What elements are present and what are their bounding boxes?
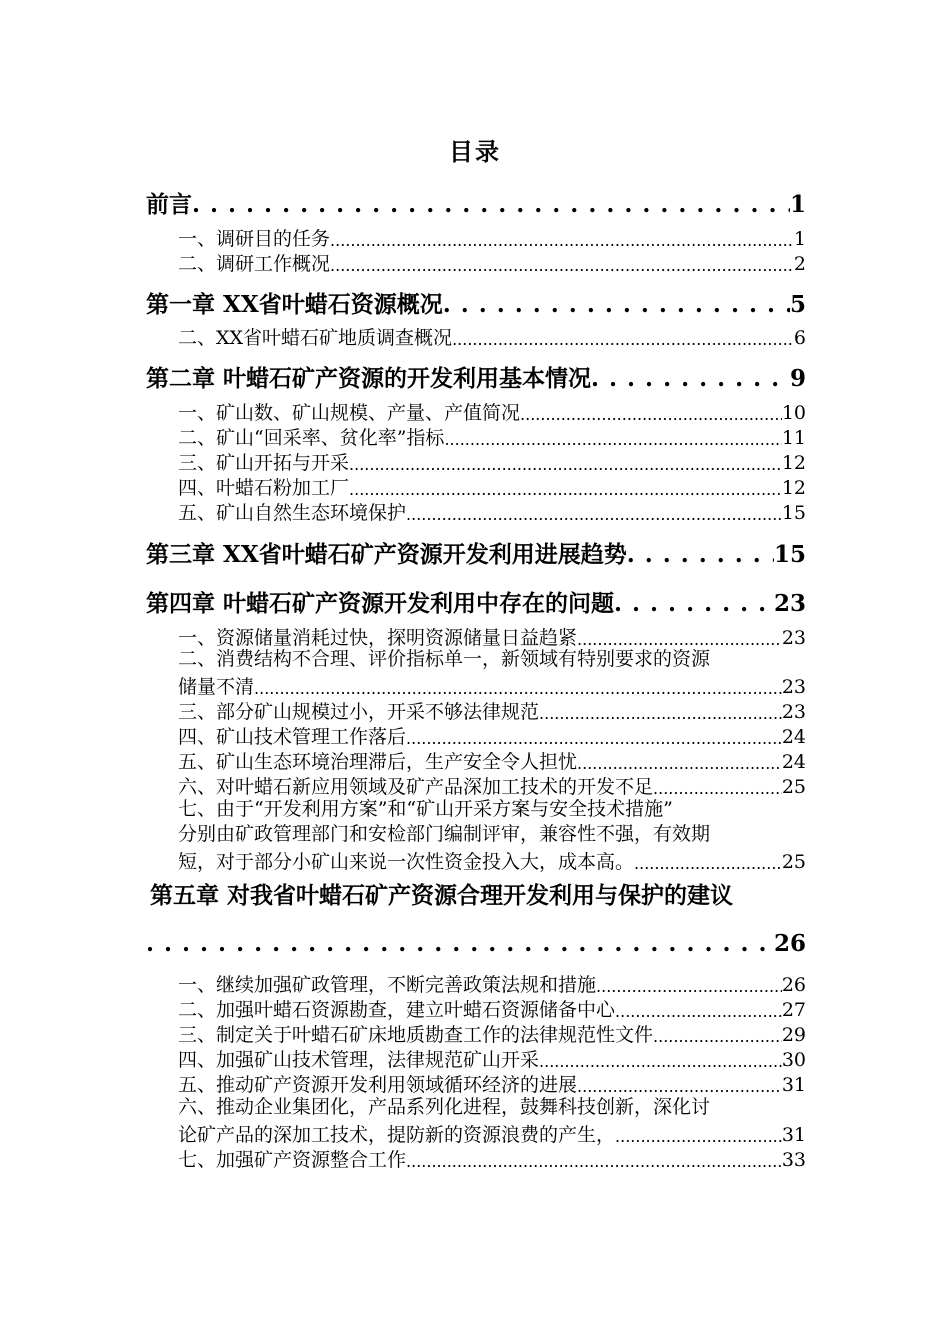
entry-text: 五、矿山生态环境治理滞后，生产安全令人担忧: [178, 751, 578, 773]
leader-dots: [146, 932, 774, 955]
toc-section-line[interactable]: 六、推动企业集团化，产品系列化进程，鼓舞科技创新，深化讨: [178, 1096, 711, 1118]
entry-text: 第一章 XX省叶蜡石资源概况: [146, 291, 443, 318]
toc-section[interactable]: [178, 773, 806, 797]
entry-text: 短，对于部分小矿山来说一次性资金投入大，成本高。: [178, 851, 635, 873]
page-number: 24: [781, 726, 806, 748]
leader-dots: [520, 407, 782, 423]
toc-chapter-preface[interactable]: [146, 186, 806, 216]
entry-text: 五、推动矿产资源开发利用领域循环经济的进展: [178, 1074, 578, 1096]
page-number: 31: [781, 1074, 806, 1096]
toc-title: 目录: [449, 137, 501, 166]
page-number: 25: [781, 851, 806, 873]
toc-section[interactable]: [178, 1046, 806, 1070]
toc-section[interactable]: [178, 324, 806, 348]
entry-text: 第三章 XX省叶蜡石矿产资源开发利用进展趋势: [146, 541, 627, 568]
leader-dots: [627, 543, 774, 566]
toc-section[interactable]: [178, 848, 806, 872]
page-number: 1: [789, 191, 806, 218]
page-number: 29: [781, 1024, 806, 1046]
leader-dots: [577, 756, 782, 772]
leader-dots: [254, 681, 782, 697]
entry-text: 二、矿山“回采率、贫化率”指标: [178, 427, 445, 449]
toc-section-line[interactable]: 二、消费结构不合理、评价指标单一，新领域有特别要求的资源: [178, 648, 711, 670]
toc-section-line[interactable]: 分别由矿政管理部门和安检部门编制评审，兼容性不强，有效期: [178, 823, 711, 845]
toc-chapter-5-title[interactable]: 第五章 对我省叶蜡石矿产资源合理开发利用与保护的建议: [150, 882, 734, 909]
toc-section[interactable]: [178, 1071, 806, 1095]
toc-section[interactable]: [178, 971, 806, 995]
entry-text: 第二章 叶蜡石矿产资源的开发利用基本情况: [146, 365, 592, 392]
toc-section[interactable]: [178, 225, 806, 249]
entry-text: 七、加强矿产资源整合工作: [178, 1149, 407, 1171]
toc-section[interactable]: [178, 1021, 806, 1045]
leader-dots: [577, 632, 782, 648]
page-number: 5: [789, 291, 806, 318]
leader-dots: [653, 1029, 782, 1045]
page-number: 30: [781, 1049, 806, 1071]
leader-dots: [596, 979, 782, 995]
page-number: 23: [781, 676, 806, 698]
leader-dots: [452, 332, 794, 348]
leader-dots: [591, 367, 790, 390]
entry-text: 前言: [146, 191, 192, 218]
leader-dots: [539, 706, 782, 722]
toc-section[interactable]: [178, 748, 806, 772]
leader-dots: [539, 1054, 782, 1070]
page-number: 15: [781, 502, 806, 524]
toc-chapter-3[interactable]: [146, 536, 806, 566]
leader-dots: [443, 293, 790, 316]
entry-text: 三、矿山开拓与开采: [178, 452, 350, 474]
leader-dots: [349, 482, 782, 498]
toc-section[interactable]: [178, 698, 806, 722]
page-number: 1: [793, 228, 806, 250]
entry-text: 二、调研工作概况: [178, 253, 331, 275]
leader-dots: [330, 258, 794, 274]
page-number: 23: [781, 627, 806, 649]
leader-dots: [653, 781, 782, 797]
page-number: 15: [773, 541, 806, 568]
leader-dots: [634, 856, 782, 872]
page-number: 12: [781, 452, 806, 474]
entry-text: 五、矿山自然生态环境保护: [178, 502, 407, 524]
toc-section[interactable]: [178, 1146, 806, 1170]
page-number: 10: [781, 402, 806, 424]
toc-section[interactable]: [178, 723, 806, 747]
leader-dots: [444, 432, 781, 448]
page-number: 26: [781, 974, 806, 996]
toc-section[interactable]: [178, 673, 806, 697]
toc-section[interactable]: [178, 624, 806, 648]
entry-text: 一、资源储量消耗过快，探明资源储量日益趋紧: [178, 627, 578, 649]
page-number: 12: [781, 477, 806, 499]
entry-text: 储量不清: [178, 676, 255, 698]
toc-section-line[interactable]: 七、由于“开发利用方案”和“矿山开采方案与安全技术措施”: [178, 798, 673, 820]
toc-section[interactable]: [178, 996, 806, 1020]
leader-dots: [614, 592, 774, 615]
leader-dots: [406, 507, 782, 523]
toc-chapter-4[interactable]: [146, 585, 806, 615]
entry-text: 四、加强矿山技术管理，法律规范矿山开采: [178, 1049, 540, 1071]
entry-text: 四、叶蜡石粉加工厂: [178, 477, 350, 499]
page-number: 33: [781, 1149, 806, 1171]
entry-text: 第四章 叶蜡石矿产资源开发利用中存在的问题: [146, 590, 615, 617]
entry-text: 二、XX省叶蜡石矿地质调查概况: [178, 327, 453, 349]
entry-text: 三、部分矿山规模过小，开采不够法律规范: [178, 701, 540, 723]
leader-dots: [615, 1129, 782, 1145]
leader-dots: [192, 193, 790, 216]
toc-section[interactable]: [178, 499, 806, 523]
toc-chapter-5-leader[interactable]: [146, 932, 806, 955]
leader-dots: [406, 731, 782, 747]
toc-section[interactable]: [178, 474, 806, 498]
entry-text: 一、矿山数、矿山规模、产量、产值简况: [178, 402, 521, 424]
toc-section[interactable]: [178, 250, 806, 274]
entry-text: 一、继续加强矿政管理，不断完善政策法规和措施: [178, 974, 597, 996]
page-number: 25: [781, 776, 806, 798]
toc-section[interactable]: [178, 424, 806, 448]
entry-text: 二、加强叶蜡石资源勘查，建立叶蜡石资源储备中心: [178, 999, 616, 1021]
page-number: 9: [789, 365, 806, 392]
entry-text: 三、制定关于叶蜡石矿床地质勘查工作的法律规范性文件: [178, 1024, 654, 1046]
leader-dots: [615, 1004, 782, 1020]
entry-text: 论矿产品的深加工技术，提防新的资源浪费的产生，: [178, 1124, 616, 1146]
toc-section[interactable]: [178, 399, 806, 423]
leader-dots: [330, 233, 794, 249]
page-number: 2: [793, 253, 806, 275]
page-number: 27: [781, 999, 806, 1021]
leader-dots: [577, 1079, 782, 1095]
page-number: 23: [781, 701, 806, 723]
page-number: 23: [773, 590, 806, 617]
leader-dots: [349, 457, 782, 473]
page-number: 31: [781, 1124, 806, 1146]
toc-chapter-1[interactable]: [146, 286, 806, 316]
entry-text: 四、矿山技术管理工作落后: [178, 726, 407, 748]
page-number: 24: [781, 751, 806, 773]
toc-section[interactable]: [178, 1121, 806, 1145]
page-number: 11: [781, 427, 806, 449]
toc-chapter-2[interactable]: [146, 360, 806, 390]
entry-text: 一、调研目的任务: [178, 228, 331, 250]
toc-section[interactable]: [178, 449, 806, 473]
page-number: 26: [773, 930, 806, 957]
leader-dots: [406, 1154, 782, 1170]
page-number: 6: [793, 327, 806, 349]
entry-text: 六、对叶蜡石新应用领域及矿产品深加工技术的开发不足: [178, 776, 654, 798]
